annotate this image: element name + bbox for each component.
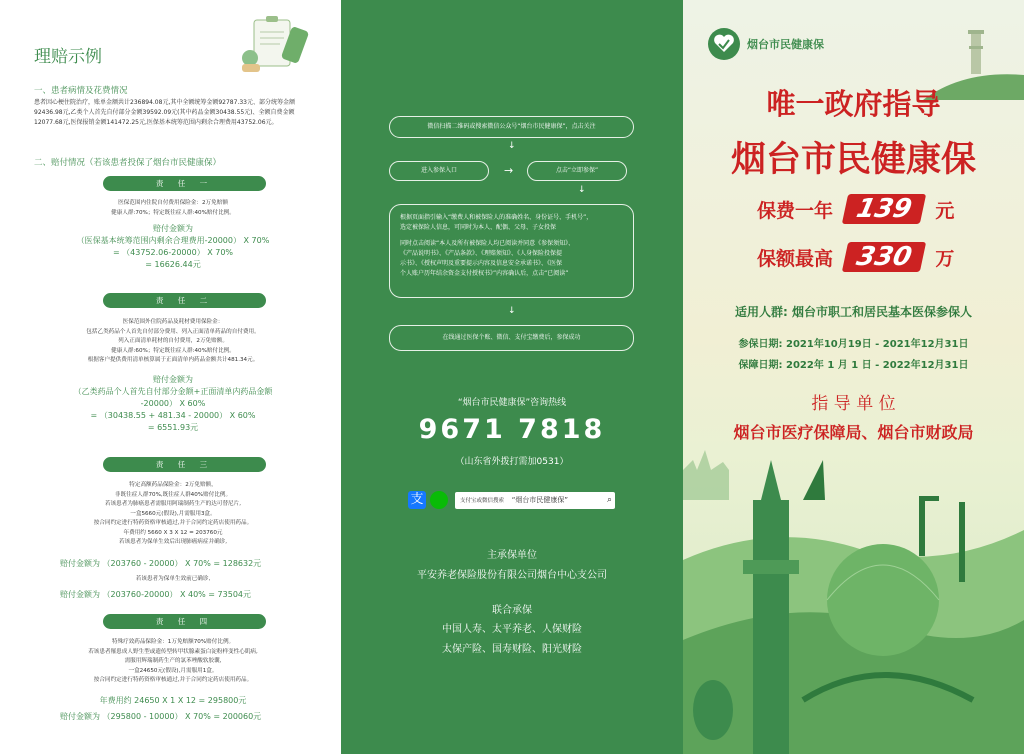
cover-panel (683, 0, 1024, 754)
step-2b-box: 点击“立即参保” (527, 161, 627, 181)
section1-body: 患者因心梗住院治疗，账单金额共计236894.08元,其中全额统筹金额92787.33元、部分统筹金额92436.98元,乙类个人首先自付部分金额39592.09元(其中药品金额30438.55元)、全额自费金额12077.68元,医保报销金额141472.25元,医保基本统筹范围内剩余合理费用43752.06元。 (34, 99, 295, 126)
main-underwriter: 平安养老保险股份有限公司烟台中心支公司 (417, 570, 607, 581)
guide-label: 指 导 单 位 (811, 394, 896, 414)
coverage-date: 保障日期: 2022年 1 月 1 日 - 2022年12月31日 (738, 360, 969, 371)
co-underwriter-label: 联合承保 (492, 605, 532, 616)
logo-icon (706, 26, 742, 62)
responsibility-4-desc: 特殊疗效药品保险金：1万免赔额70%赔付比例。 若该患者罹患成人野生型或遗传型转甲状腺素蛋白淀粉样变性心肌病, 需服用辉瑞制药生产的氯苯唑酸软胶囊, 一盒24650元(假设),月需服用1盒。 按合同约定进行特药资格审核通过,并于合同约定药店使用药品。 (88, 639, 258, 683)
co-underwriter-line1: 中国人寿、太平养老、人保财险 (442, 624, 582, 635)
responsibility-3-calc-2: 赔付金额为 （203760-20000） X 40% = 73504元 (60, 590, 252, 599)
search-icon: ⌕ (606, 495, 612, 505)
coverage-row: 保额最高 330 万 (757, 242, 955, 272)
responsibility-4-title: 责 任 四 (103, 614, 266, 629)
responsibility-3-note: 若该患者为保单生效前已确诊, (135, 576, 211, 582)
premium-value: 139 (842, 194, 927, 224)
enrollment-panel (341, 0, 683, 754)
alipay-icon: 支 (408, 491, 426, 509)
premium-row: 保费一年 139 元 (757, 194, 955, 224)
hotline-number: 9671 7818 (418, 414, 606, 445)
wechat-icon (430, 491, 448, 509)
step-4-box: 在线通过医保个账、微信、支付宝缴费后，参保成功 (389, 325, 634, 351)
coverage-value: 330 (842, 242, 927, 272)
headline-product: 烟台市民健康保 (730, 140, 976, 180)
search-bar[interactable]: 支付宝或微信搜索 “烟台市民健康保” ⌕ (455, 492, 615, 509)
medical-form-illustration (236, 14, 314, 76)
step-2a-box: 进入参保入口 (389, 161, 489, 181)
responsibility-3-title: 责 任 三 (103, 457, 266, 472)
guide-units: 烟台市医疗保障局、烟台市财政局 (733, 423, 974, 442)
logo-text: 烟台市民健康保 (747, 38, 824, 51)
responsibility-1-desc: 医保范围内住院自付费用保险金：2万免赔额 健康人群:70%；特定既往症人群:40%赔付比例。 (111, 200, 235, 216)
headline-government: 唯一政府指导 (766, 87, 941, 121)
step-3-box: 根据页面指引输入“缴费人和被保险人的准确姓名、身份证号、手机号”， 选定被保险人信息，可同时为本人、配偶、父母、子女投保 同时点击阅读“本人及所有被保险人均已阅读并同意《参保须知》、 《产品说明书》、《产品条款》、《理赔须知》、《人身保险投保提 示书》、《授权声明及重要提示内容及信息安全承诺书》、《医保 个人账户历年结余资金支付授权书》”内容确认后，点击“已阅读” (389, 204, 634, 298)
responsibility-2-title: 责 任 二 (103, 293, 266, 308)
step-1-box: 微信扫描二维码或搜索微信公众号“烟台市民健康保”，点击关注 (389, 116, 634, 138)
responsibility-4-calc-1: 年费用约 24650 X 1 X 12 = 295800元 (99, 696, 247, 705)
responsibility-3-desc: 特定高额药品保险金：2万免赔额， 非既往症人群70%,既往症人群40%赔付比例。 若该患者为肺癌患者需服用阿瑞制药生产的达可替尼片, 一盒5660元(假设),月需服用3盒。 按合同约定进行特药资格审核通过,并于合同约定药店使用药品。 年费用约 5660 X 3 X 12 = 203760元 若该患者为保单生效后出现肺癌病症并确诊, (93, 482, 253, 545)
responsibility-2-desc: 医保范围外住院药品及耗材费用保险金： 包括乙类药品个人首先自付部分费用、列入正面清单药品的自付费用。 列入正面清单耗材的自付费用，2万免赔额。 健康人群:60%；特定既往症人群:40%赔付比例。 根据客户提供费用清单核算属于正面清单内药品金额共计481.34元。 (86, 319, 260, 363)
hotline-note: （山东省外拨打需加0531） (455, 457, 569, 467)
search-value: “烟台市民健康保” (511, 496, 569, 504)
main-underwriter-label: 主承保单位 (487, 550, 537, 561)
arrow-right-icon: → (504, 164, 514, 177)
responsibility-2-calc: 赔付金额为 （乙类药品个人首先自付部分金额+正面清单内药品金额 -20000） X 60% = （30438.55 + 481.34 - 20000） X 60% = 6551.93元 (73, 375, 273, 432)
section1-heading: 一、患者病情及花费情况 (34, 86, 128, 96)
city-skyline-illustration (683, 440, 1024, 754)
arrow-down-icon: ↓ (578, 185, 586, 195)
arrow-down-icon: ↓ (508, 141, 516, 151)
responsibility-4-calc-2: 赔付金额为 （295800 - 10000） X 70% = 200060元 (60, 712, 262, 721)
responsibility-1-calc: 赔付金额为 （医保基本统筹范围内剩余合理费用-20000） X 70% = （43752.06-20000） X 70% = 16626.44元 (76, 224, 270, 269)
enrollment-date: 参保日期: 2021年10月19日 - 2021年12月31日 (738, 339, 969, 350)
page-title: 理赔示例 (34, 47, 102, 67)
responsibility-3-calc-1: 赔付金额为 （203760 - 20000） X 70% = 128632元 (60, 559, 262, 568)
claim-example-panel (0, 0, 341, 754)
co-underwriter-line2: 太保产险、国寿财险、阳光财险 (442, 644, 582, 655)
target-audience: 适用人群: 烟台市职工和居民基本医保参保人 (735, 305, 972, 319)
responsibility-1-title: 责 任 一 (103, 176, 266, 191)
section2-heading: 二、赔付情况（若该患者投保了烟台市民健康保） (34, 158, 222, 168)
hotline-label: “烟台市民健康保”咨询热线 (457, 398, 567, 408)
arrow-down-icon: ↓ (508, 306, 516, 316)
